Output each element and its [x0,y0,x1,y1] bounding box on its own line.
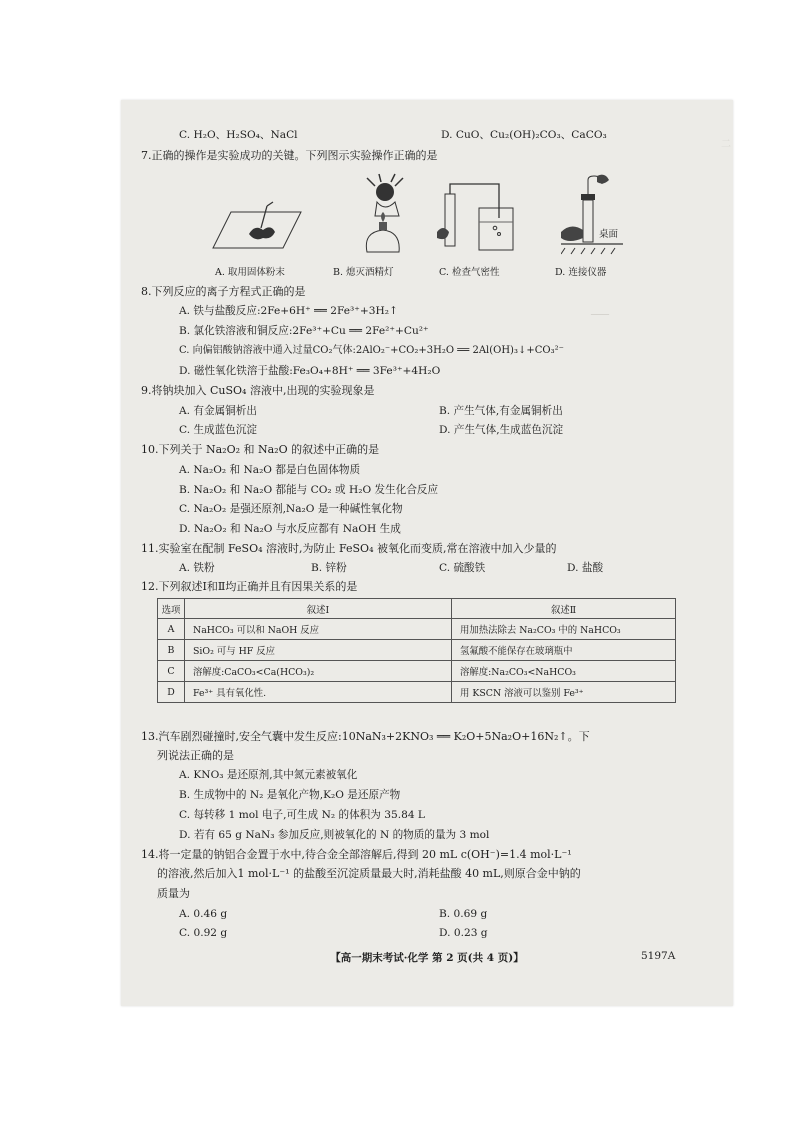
page-footer: 【高一期末考试·化学 第 2 页(共 4 页)】 [330,952,524,964]
desk-label: 桌面 [599,229,619,240]
table-header: 选项 [158,599,185,619]
question-10-stem: 10.下列关于 Na₂O₂ 和 Na₂O 的叙述中正确的是 [141,443,380,456]
table-cell: C [158,661,185,682]
q8-option-b: B. 氯化铁溶液和铜反应:2Fe³⁺+Cu ══ 2Fe²⁺+Cu²⁺ [179,325,429,337]
table-cell: B [158,640,185,661]
q9-option-a: A. 有金属铜析出 [179,405,257,417]
figure-b-alcohol-lamp [347,172,417,262]
table-cell: 溶解度:Na₂CO₃<NaHCO₃ [452,661,676,682]
table-cell: NaHCO₃ 可以和 NaOH 反应 [185,619,452,640]
question-13-stem: 13.汽车剧烈碰撞时,安全气囊中发生反应:10NaN₃+2KNO₃ ══ K₂O+5Na₂O+16N₂↑。下 [141,730,590,743]
q12-table [157,598,676,703]
table-header: 叙述Ⅰ [185,599,452,619]
q8-option-d: D. 磁性氧化铁溶于盐酸:Fe₃O₄+8H⁺ ══ 3Fe³⁺+4H₂O [179,365,441,377]
bleed-through-text: 二 [721,139,731,150]
question-12-stem: 12.下列叙述Ⅰ和Ⅱ均正确并且有因果关系的是 [141,580,358,593]
figure-d-connect-apparatus [561,174,641,260]
q10-option-b: B. Na₂O₂ 和 Na₂O 都能与 CO₂ 或 H₂O 发生化合反应 [179,484,439,496]
q13-option-c: C. 每转移 1 mol 电子,可生成 N₂ 的体积为 35.84 L [179,809,425,821]
table-cell: 氢氟酸不能保存在玻璃瓶中 [452,640,676,661]
bleed-through-text: ─── [591,310,610,321]
figure-a-powder [211,200,311,260]
question-13-stem-cont: 列说法正确的是 [157,749,234,762]
table-row [158,619,676,640]
q14-option-d: D. 0.23 g [439,927,488,939]
q11-option-b: B. 锌粉 [311,562,347,574]
q10-option-a: A. Na₂O₂ 和 Na₂O 都是白色固体物质 [179,464,361,476]
q9-option-c: C. 生成蓝色沉淀 [179,424,258,436]
table-cell: D [158,682,185,703]
question-7-stem: 7.正确的操作是实验成功的关键。下列图示实验操作正确的是 [141,149,438,162]
q11-option-d: D. 盐酸 [567,562,604,574]
exam-page [121,100,733,1006]
table-header-row [158,599,676,619]
q7-option-d: D. 连接仪器 [555,267,607,278]
question-14-stem: 14.将一定量的钠铝合金置于水中,待合金全部溶解后,得到 20 mL c(OH⁻)=1.4 mol·L⁻¹ [141,848,572,861]
table-cell: Fe³⁺ 具有氧化性. [185,682,452,703]
figure-c-airtightness [437,178,517,260]
q7-option-c: C. 检查气密性 [439,267,500,278]
q14-option-b: B. 0.69 g [439,908,488,920]
question-14-stem-cont: 质量为 [157,887,190,900]
table-cell: 溶解度:CaCO₃<Ca(HCO₃)₂ [185,661,452,682]
q14-option-a: A. 0.46 g [179,908,228,920]
q8-option-a: A. 铁与盐酸反应:2Fe+6H⁺ ══ 2Fe³⁺+3H₂↑ [179,305,398,317]
q7-option-a: A. 取用固体粉末 [215,267,285,278]
table-row [158,661,676,682]
q7-option-b: B. 熄灭酒精灯 [333,267,394,278]
table-row [158,640,676,661]
table-row [158,682,676,703]
table-cell: A [158,619,185,640]
q9-option-b: B. 产生气体,有金属铜析出 [439,405,563,417]
question-8-stem: 8.下列反应的离子方程式正确的是 [141,285,306,298]
table-header: 叙述Ⅱ [452,599,676,619]
q11-option-a: A. 铁粉 [179,562,215,574]
table-cell: SiO₂ 可与 HF 反应 [185,640,452,661]
option-c-prev: C. H₂O、H₂SO₄、NaCl [179,129,298,141]
q11-option-c: C. 硫酸铁 [439,562,486,574]
q8-option-c: C. 向偏铝酸钠溶液中通入过量CO₂气体:2AlO₂⁻+CO₂+3H₂O ══ 2Al(OH)₃↓+CO₃²⁻ [179,345,564,356]
q10-option-c: C. Na₂O₂ 是强还原剂,Na₂O 是一种碱性氧化物 [179,503,403,515]
q13-option-a: A. KNO₃ 是还原剂,其中氮元素被氧化 [179,769,358,781]
q14-option-c: C. 0.92 g [179,927,228,939]
exam-code: 5197A [641,950,676,962]
question-9-stem: 9.将钠块加入 CuSO₄ 溶液中,出现的实验现象是 [141,384,375,397]
q13-option-b: B. 生成物中的 N₂ 是氧化产物,K₂O 是还原产物 [179,789,401,801]
q13-option-d: D. 若有 65 g NaN₃ 参加反应,则被氧化的 N 的物质的量为 3 mol [179,829,490,841]
question-14-stem-cont: 的溶液,然后加入1 mol·L⁻¹ 的盐酸至沉淀质量最大时,消耗盐酸 40 mL,则原合金中钠的 [157,867,581,880]
question-11-stem: 11.实验室在配制 FeSO₄ 溶液时,为防止 FeSO₄ 被氧化而变质,常在溶液中加入少量的 [141,542,557,555]
option-d-prev: D. CuO、Cu₂(OH)₂CO₃、CaCO₃ [441,129,607,141]
table-cell: 用 KSCN 溶液可以鉴别 Fe³⁺ [452,682,676,703]
q10-option-d: D. Na₂O₂ 和 Na₂O 与水反应都有 NaOH 生成 [179,523,401,535]
table-cell: 用加热法除去 Na₂CO₃ 中的 NaHCO₃ [452,619,676,640]
q9-option-d: D. 产生气体,生成蓝色沉淀 [439,424,564,436]
